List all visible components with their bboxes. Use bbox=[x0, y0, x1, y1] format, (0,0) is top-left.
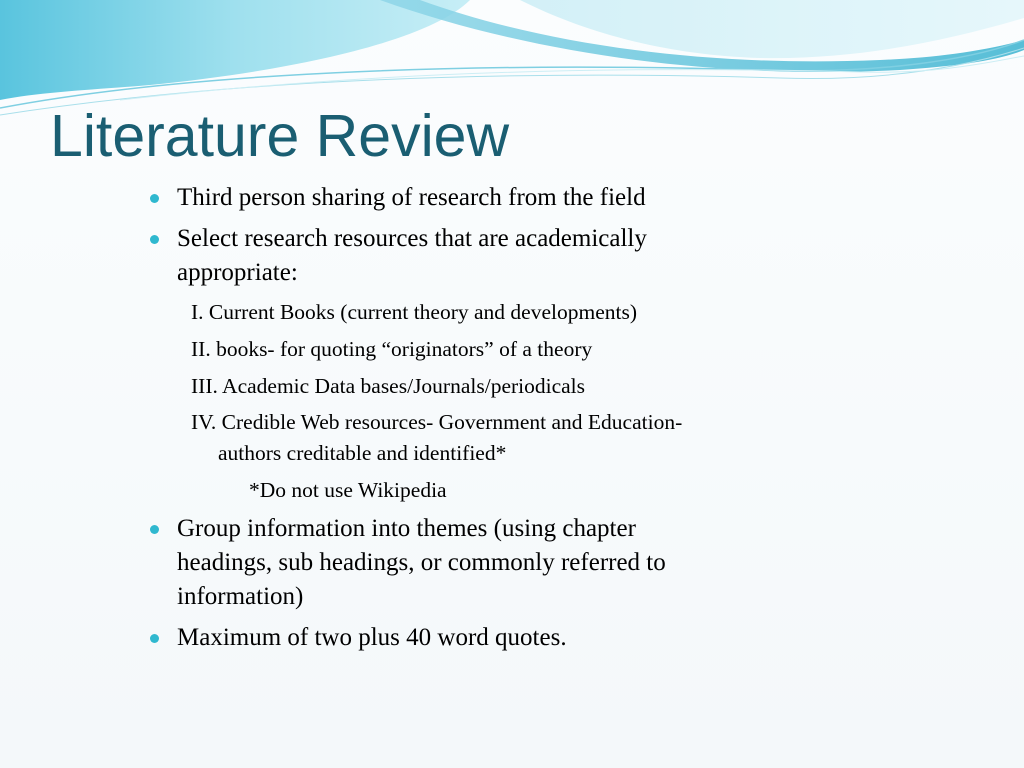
slide-title: Literature Review bbox=[50, 103, 510, 169]
sub-item: II. books- for quoting “originators” of a theory bbox=[191, 337, 593, 361]
bullet-item-continuation: headings, sub headings, or commonly referred to bbox=[177, 549, 666, 576]
sub-item: IV. Credible Web resources- Government and Education- bbox=[191, 410, 683, 434]
bullet-item: Maximum of two plus 40 word quotes. bbox=[177, 624, 567, 651]
sub-item: I. Current Books (current theory and developments) bbox=[191, 300, 637, 324]
bullet-item: Group information into themes (using chapter bbox=[177, 515, 636, 542]
bullet-item-continuation: information) bbox=[177, 583, 304, 610]
bullet-dot bbox=[150, 235, 159, 244]
bullet-dot bbox=[150, 525, 159, 534]
sub-item-continuation: authors creditable and identified* bbox=[218, 441, 507, 465]
bullet-dot bbox=[150, 634, 159, 643]
bullet-dot bbox=[150, 194, 159, 203]
bullet-item: Select research resources that are academically bbox=[177, 225, 647, 252]
sub-item: III. Academic Data bases/Journals/periodicals bbox=[191, 374, 586, 398]
sub-item-note: *Do not use Wikipedia bbox=[249, 478, 447, 502]
bullet-item: Third person sharing of research from the field bbox=[177, 184, 646, 211]
bullet-item-continuation: appropriate: bbox=[177, 259, 298, 286]
